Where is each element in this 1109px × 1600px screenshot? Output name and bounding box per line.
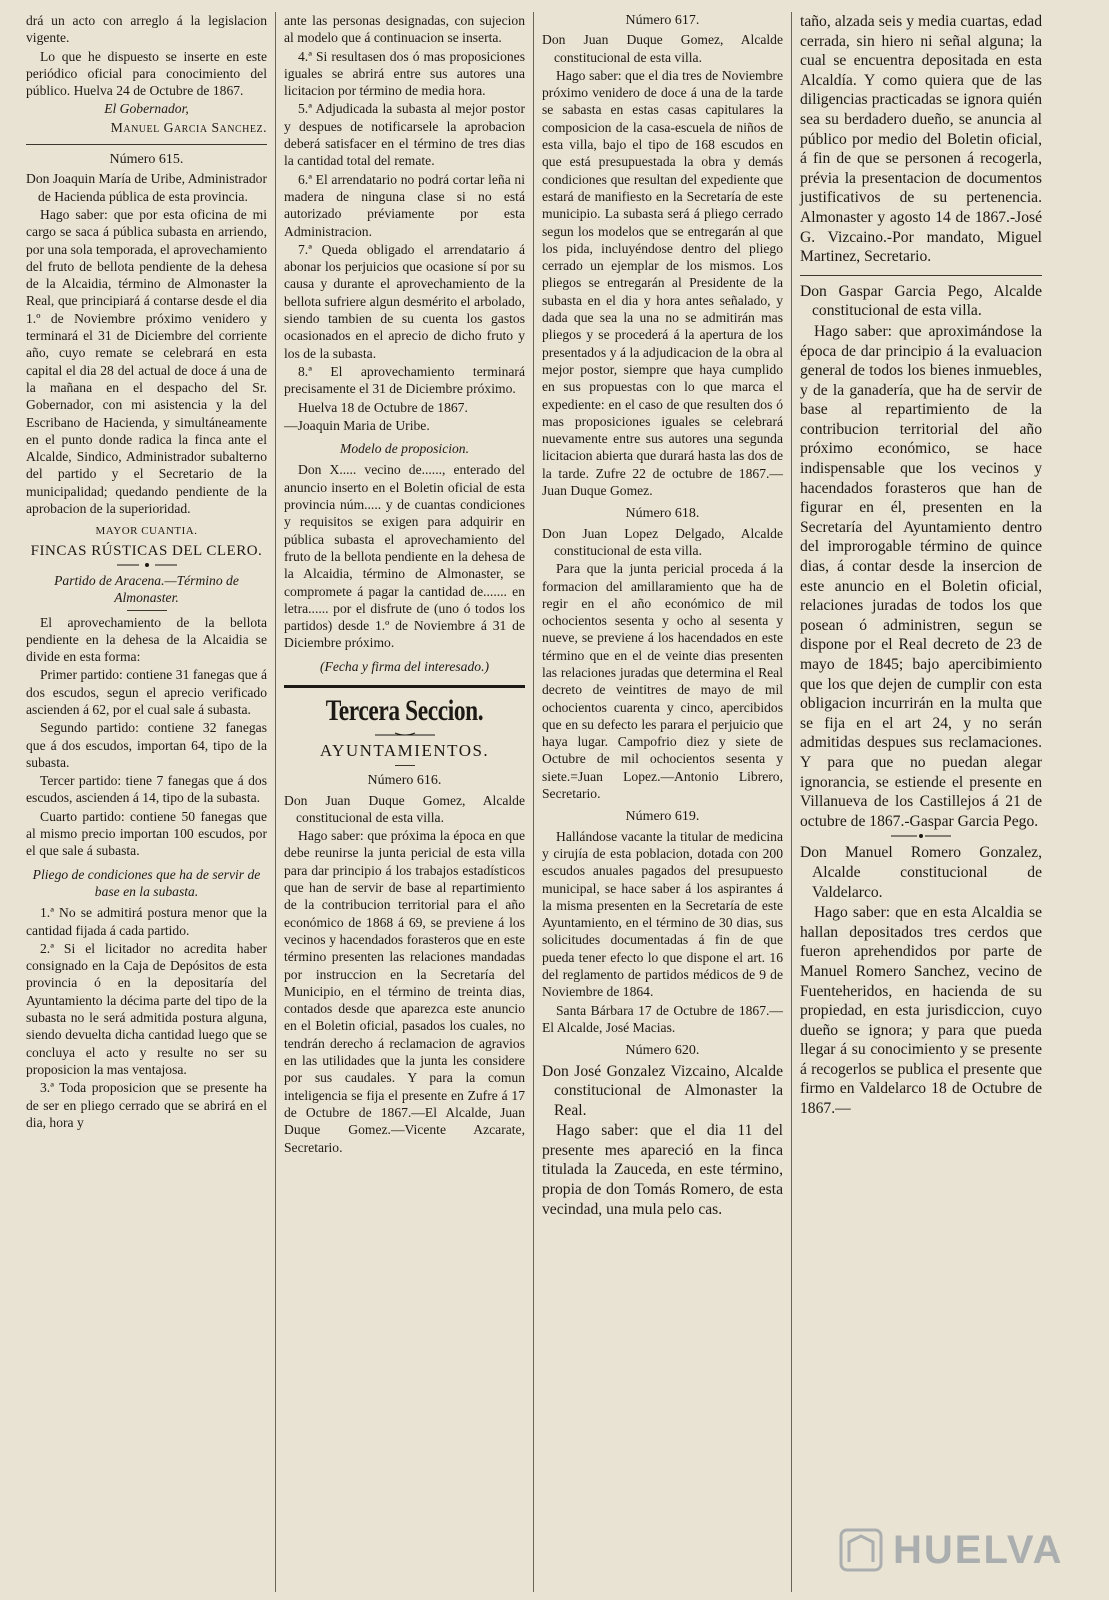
paragraph: Primer partido: contiene 31 fanegas que á dos escudos, segun el aprecio verificado ascienden á 62, por el cual sale á subasta. (26, 667, 267, 717)
condition-6: 6.ª El arrendatario no podrá cortar leña ni madera de ninguna clase si no está autorizado préviamente por esta Administracion. (284, 171, 525, 239)
paragraph: Hago saber: que el dia tres de Noviembre próximo venidero de doce á una de la tarde se sabasta en estas casas capitulares la composicion de la casa-escuela de niños de esta villa, bajo el tipo de 168 escudos en que está presupuestada la obra y demás condiciones que resultan del expediente que estará de manifiesto en la Secretaría de este municipio. La subasta será á pliego cerrado segun los modelos que se entregarán al que los pida, incluyéndose dentro del pliego cerrado un ejemplar de los mismos. Los pliegos se entregarán al Presidente de la subasta en el dia y hora antes señalado, y dada que sea la una no se admitirán mas pliegos y se procederá á la apertura de los presentados y á la adjudicacion de la obra al mejor postor, siempre que haya cumplido en sus propuestas con lo que marca el expediente: en el caso de que resulten dos ó mas proposiciones iguales se celebrará nuevamente entre sus autores una segunda licitacion abierta que durará hasta las dos de la tarde. Zufre 22 de octubre de 1867.—Juan Duque Gomez. (542, 67, 783, 499)
fincas-heading: FINCAS RÚSTICAS DEL CLERO. (30, 542, 263, 559)
divider (26, 144, 267, 145)
divider (395, 765, 415, 766)
condition-1: 1.ª No se admitirá postura menor que la cantidad fijada á cada partido. (26, 905, 267, 938)
divider (127, 610, 167, 611)
column-4 (792, 12, 1050, 1592)
section-title: Tercera Seccion. (325, 693, 484, 727)
condition-2: 2.ª Si el licitador no acredita haber consignado en la Caja de Depósitos de esta provincia ó en la depositaría del Ayuntamiento la décima parte del tipo de la subasta no le será admitida postura alguna, siendo devuelta dicha cantidad luego que se concluya el acto y resulte no ser su proposicion la mas ventajosa. (26, 940, 267, 1077)
pliego-heading: Pliego de condiciones que ha de servir de base en la subasta. (32, 866, 261, 899)
paragraph: Hago saber: que aproximándose la época de dar principio á la evaluacion general de todos los bienes inmuebles, y de la ganadería, que ha de servir de base al repartimiento de la contribucion territorial del año próximo económico, se hace indispensable que los vecinos y hacendados forasteros que han de figurar en él, presenten en la Secretaría del Ayuntamiento dentro del improrogable término de quince dias, á contar desde la insercion de este anuncio en el Boletin oficial, relaciones juradas de todos los que posean ó administren, segun se dispone por el Real decreto de 23 de mayo de 1845; bajo apercibimiento que los que dejen de cumplir con esta obligacion incurrirán en la multa que se fija en el art 24, y no serán admitidas despues sus reclamaciones. Y para que no puedan alegar ignorancia, se estiende el presente en Villanueva de los Castillejos á 21 de octubre de 1867.-Gaspar Garcia Pego. (800, 322, 1042, 830)
column-1 (18, 12, 276, 1592)
mayor-cuantia: MAYOR CUANTIA. (95, 525, 198, 538)
archive-watermark (837, 1522, 1087, 1578)
paragraph: Segundo partido: contiene 32 fanegas que á dos escudos, importan 64, tipo de la subasta. (26, 720, 267, 770)
notice-number: Número 619. (625, 809, 700, 825)
modelo-heading: Modelo de proposicion. (340, 441, 469, 457)
notice-heading: Don Gaspar Garcia Pego, Alcalde constitucional de esta villa. (800, 282, 1042, 320)
newspaper-page (18, 12, 1096, 1592)
ayuntamientos-heading: AYUNTAMIENTOS. (319, 740, 490, 760)
condition-7: 7.ª Queda obligado el arrendatario á abonar los perjuicios que ocasione sí por su causa y durante el aprovechamiento de la bellota sufriere algun desmérito el arbolado, siendo tambien de su cuenta los gastos ocasionados en el aprecio de dicho fruto y los de la subasta. (284, 241, 525, 361)
partido-heading: Partido de Aracena.—Término de Almonaster. (54, 572, 239, 606)
column-2 (276, 12, 534, 1592)
paragraph: Hago saber: que el dia 11 del presente mes apareció en la finca titulada la Zauceda, en este término, propia de don Tomás Romero, de esta vecindad, una mula pelo cas. (542, 1122, 783, 1218)
notice-number: Número 618. (625, 506, 700, 522)
notice-heading: Don Manuel Romero Gonzalez, Alcalde constitucional de Valdelarco. (800, 844, 1042, 901)
ornament-icon (117, 562, 177, 568)
notice-heading: Don Joaquin María de Uribe, Administrador de Hacienda pública de esta provincia. (26, 171, 267, 204)
signature-title: El Gobernador, (104, 101, 189, 117)
notice-heading: Don Juan Duque Gomez, Alcalde constitucional de esta villa. (542, 32, 783, 65)
archive-logo-icon (837, 1526, 885, 1574)
paragraph: El aprovechamiento de la bellota pendiente en la dehesa de la Alcaidia se divide en esta forma: (26, 614, 267, 665)
notice-heading: Don Juan Duque Gomez, Alcalde constitucional de esta villa. (284, 792, 525, 825)
notice-number: Número 616. (367, 773, 442, 789)
notice-number: Número 620. (625, 1043, 700, 1059)
condition-3: 3.ª Toda proposicion que se presente ha de ser en pliego cerrado que se abrirá en el dia, hora y (26, 1080, 267, 1130)
divider (800, 275, 1042, 276)
condition-8: 8.ª El aprovechamiento terminará precisamente el 31 de Diciembre próximo. (284, 363, 525, 397)
paragraph: Para que la junta pericial proceda á la formacion del amillaramiento que ha de regir en el año económico de mil ochocientos sesenta y ocho al sesenta y nueve, se previene á los hacendados en este término que en el de veinte dias presenten las relaciones juradas que determina el Real decreto de veintitres de mayo de mil ochocientos cuarenta y cinco, apercibidos que en su defecto les parara el perjuicio que haya lugar. Campofrio diez y siete de Octubre de mil ochocientos sesenta y siete.=Juan Lopez.—Antonio Librero, Secretario. (542, 561, 783, 802)
ornament-icon (891, 833, 951, 839)
modelo-text: Don X..... vecino de......, enterado del anuncio inserto en el Boletin oficial de esta provincia núm..... y de cuantas condiciones y requisitos se exigen para adquirir en pública subasta el aprovechamiento del fruto de la bellota pendiente en la dehesa de la Alcaidia, término de Almonaster, se compromete á pagar la cantidad de....... en letra...... por el disfrute de (uno ó todos los partidos) desde 1.º de Noviembre á 31 de Diciembre próximo. (284, 462, 525, 651)
paragraph: Hallándose vacante la titular de medicina y cirujía de esta poblacion, dotada con 200 escudos anuales pagados del presupuesto municipal, se hace saber á los aspirantes á la misma presenten en la Secretaría de este Ayuntamiento, en el término de 30 dias, sus solicitudes documentadas á fin de que pueda tener efecto lo que dispone el art. 16 del reglamento de partidos médicos de 9 de Noviembre de 1864. (542, 828, 783, 1000)
paragraph: Tercer partido: tiene 7 fanegas que á dos escudos, ascienden á 14, tipo de la subasta. (26, 773, 267, 806)
watermark-text: HUELVA (893, 1527, 1064, 1572)
paragraph: taño, alzada seis y media cuartas, edad cerrada, sin hiero ni señal alguna; la cual se encuentra depositada en esta Alcaldía. Y como quiera que de las diligencias practicadas se ignora quién sea su berdadero dueño, se anuncia al público por medio del Boletin oficial, á fin de que se personen á recogerla, prévia la presentacion de documentos justificativos de su pertenencia. Almonaster y agosto 14 de 1867.-José G. Vizcaino.-Por mandato, Miguel Martinez, Secretario. (800, 13, 1042, 266)
condition-5: 5.ª Adjudicada la subasta al mejor postor y despues de notificarsele la aprobacion deberá satisfacer en el término de tres dias la cantidad total del remate. (284, 101, 525, 169)
paragraph: ante las personas designadas, con sujecion al modelo que á continuacion se inserta. (284, 13, 525, 46)
paragraph: Hago saber: que próxima la época en que debe reunirse la junta pericial de esta villa para dar principio á los trabajos estadísticos que han de servir de base al repartimiento de la contribucion territorial para el año económico de 1868 á 69, se previene á los vecinos y hacendados forasteros que en este término presenten las relaciones mandadas por instruccion en la Secretaría del Municipio, en el término de treinta dias, contados desde que aparezca este anuncio en el Boletin oficial, pasados los cuales, no tendrán derecho á reclamacion de agravios en las utilidades que la junta les considere por sus caudales. Y para la comun inteligencia se fija el presente en Zufre á 17 de Octubre de 1867.—El Alcalde, Juan Duque Gomez.—Vicente Azcarate, Secretario. (284, 828, 525, 1155)
section-divider (284, 685, 525, 688)
condition-4: 4.ª Si resultasen dos ó mas proposiciones iguales se abrirá entre sus autores una licitacion por término de media hora. (284, 48, 525, 99)
paragraph: Lo que he dispuesto se inserte en este periódico oficial para conocimiento del público. Huelva 24 de Octubre de 1867. (26, 48, 267, 99)
signature-line: —Joaquin Maria de Uribe. (284, 417, 430, 433)
paragraph: Hago saber: que por esta oficina de mi cargo se saca á pública subasta en arriendo, por una sola temporada, el aprovechamiento del fruto de bellota pendiente de la dehesa de la Alcaidia, término de Almonaster la Real, que principiará á contarse desde el dia 1.º de Noviembre próximo venidero y terminará el 31 de Diciembre del corriente año, cuyo remate se celebrará en esta capital el dia 28 del actual de doce á una de la mañana en el despacho del Sr. Gobernador, con mi asistencia y la del Escribano de Hacienda, y simultáneamente en el punto donde radica la finca ante el Alcalde, Sindico, Administrador subalterno del partido y el Secretario de la municipalidad; quedando pendiente de la aprobacion de la superioridad. (26, 206, 267, 517)
fecha-line: (Fecha y firma del interesado.) (320, 658, 489, 674)
notice-number: Número 617. (625, 13, 700, 28)
paragraph: Santa Bárbara 17 de Octubre de 1867.—El Alcalde, José Macias. (542, 1002, 783, 1035)
notice-number: Número 615. (109, 152, 184, 168)
paragraph: Hago saber: que en esta Alcaldia se hallan depositados tres cerdos que fueron aprehendidos por parte de Manuel Romero Sanchez, vecino de Fuenteheridos, en hacienda de su propiedad, en esta jurisdiccion, cuyo dueño se ignora; y para que pueda llegar á su conocimiento y se presente á recogerlos se publica el presente que firmo en Valdelarco 18 de Octubre de 1867.— (800, 904, 1042, 1118)
notice-heading: Don José Gonzalez Vizcaino, Alcalde constitucional de Almonaster la Real. (542, 1062, 783, 1119)
column-3 (534, 12, 792, 1592)
date-line: Huelva 18 de Octubre de 1867. (298, 399, 468, 415)
ornament-icon (375, 732, 435, 738)
intro-text: drá un acto con arreglo á la legislacion vigente. (26, 13, 267, 46)
notice-heading: Don Juan Lopez Delgado, Alcalde constitucional de esta villa. (542, 525, 783, 558)
signature-name: Manuel Garcia Sanchez. (110, 119, 267, 135)
paragraph: Cuarto partido: contiene 50 fanegas que al mismo precio importan 100 escudos, por el que sale á subasta. (26, 808, 267, 859)
